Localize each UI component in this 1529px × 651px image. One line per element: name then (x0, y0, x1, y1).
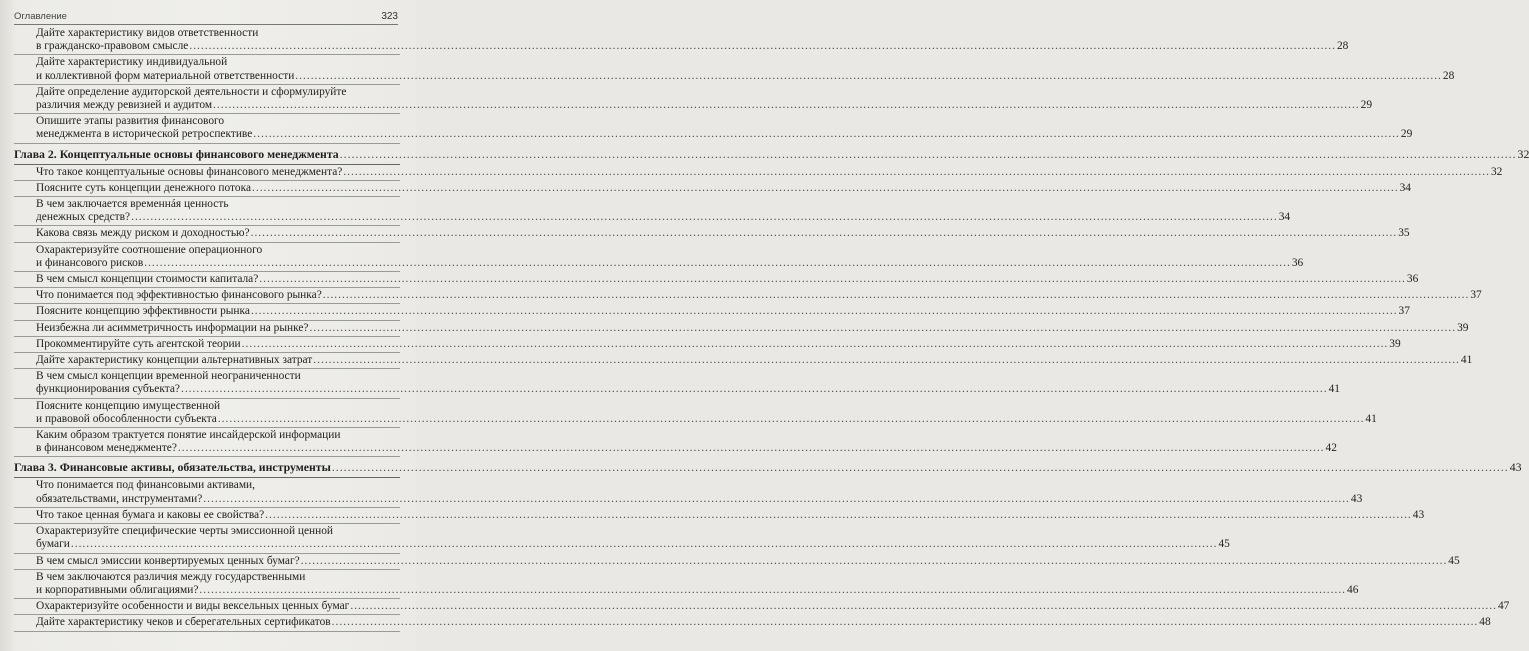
toc-entry[interactable] (14, 599, 1510, 615)
toc-page-number: 46 (1347, 583, 1359, 596)
toc-page-number: 47 (1497, 600, 1510, 613)
chapter-title: Глава 2. Концептуальные основы финансового менеджмента (14, 146, 339, 161)
toc-entry[interactable] (14, 272, 1419, 288)
toc-entry[interactable] (14, 55, 1455, 84)
toc-page-number: 28 (1442, 69, 1455, 82)
toc-entry[interactable] (14, 428, 1337, 457)
leader-dots: .......................................................................................................................................................................................................................................................................................................... (203, 492, 1350, 505)
toc-page-number: 43 (1412, 508, 1425, 521)
toc-page-number: 41 (1460, 354, 1473, 367)
toc-page-number: 29 (1360, 99, 1373, 112)
toc-page-number: 41 (1365, 412, 1377, 425)
toc-chapter[interactable] (14, 457, 1522, 478)
toc-entry[interactable] (14, 226, 1410, 242)
toc-entry-text: Поясните концепцию имущественной (36, 399, 221, 412)
toc-entry-text: Каким образом трактуется понятие инсайдерской информации (36, 429, 341, 442)
toc-entry[interactable] (14, 243, 1304, 272)
toc-entry[interactable] (14, 181, 1411, 197)
toc-entry[interactable] (14, 353, 1473, 369)
leader-dots: .......................................................................................................................................................................................................................................................................................................... (295, 69, 1442, 82)
toc-entry-text: Что такое концептуальные основы финансового менеджмента? (36, 165, 343, 178)
toc-page-number: 28 (1336, 40, 1349, 53)
toc-page-number: 35 (1398, 227, 1410, 240)
leader-dots: .......................................................................................................................................................................................................................................................................................................... (199, 583, 1347, 596)
toc-entry-text: Прокомментируйте суть агентской теории (36, 337, 241, 350)
toc-page-number: 34 (1399, 181, 1411, 194)
toc-page-number: 36 (1291, 256, 1304, 269)
toc-page-number: 29 (1400, 128, 1413, 141)
toc-entry-text: и финансового рисков (36, 256, 144, 269)
leader-dots: .......................................................................................................................................................................................................................................................................................................... (339, 146, 1517, 161)
leader-dots: .......................................................................................................................................................................................................................................................................................................... (252, 181, 1399, 194)
toc-entry-text: В чем заключается временнáя ценность (36, 198, 229, 211)
toc-entry-text: в гражданско-правовом смысле (36, 40, 189, 53)
leader-dots: .......................................................................................................................................................................................................................................................................................................... (322, 289, 1470, 302)
toc-entry-text: Дайте характеристику концепции альтернативных затрат (36, 354, 313, 367)
toc-entry[interactable] (14, 524, 1230, 553)
toc-page-number: 37 (1398, 305, 1410, 318)
toc-page-number: 37 (1470, 289, 1482, 302)
leader-dots: .......................................................................................................................................................................................................................................................................................................... (180, 383, 1328, 396)
leader-dots: .......................................................................................................................................................................................................................................................................................................... (70, 538, 1218, 551)
toc-entry[interactable] (14, 304, 1410, 320)
toc-entry-text: Дайте характеристику чеков и сберегательных сертификатов (36, 616, 331, 629)
toc-entry[interactable] (14, 114, 1413, 143)
toc-page-number: 43 (1350, 492, 1363, 505)
leader-dots: .......................................................................................................................................................................................................................................................................................................... (265, 508, 1412, 521)
leader-dots: .......................................................................................................................................................................................................................................................................................................... (343, 165, 1490, 178)
toc-entry-text: Дайте характеристику видов ответственности (36, 27, 259, 39)
toc-entry-text: различия между ревизией и аудитом (36, 99, 213, 112)
table-of-contents (14, 26, 1529, 632)
page-header (14, 2, 398, 25)
toc-page-number: 39 (1457, 321, 1469, 334)
toc-entry-text: В чем смысл эмиссии конвертируемых ценных бумаг? (36, 554, 300, 567)
toc-entry-text: Дайте характеристику индивидуальной (36, 56, 228, 69)
leader-dots: .......................................................................................................................................................................................................................................................................................................... (259, 273, 1406, 286)
toc-page-number: 34 (1278, 211, 1291, 224)
toc-entry-text: Что понимается под финансовыми активами, (36, 479, 255, 492)
toc-entry-text: функционирования субъекта? (36, 383, 180, 396)
toc-entry[interactable] (14, 399, 1377, 428)
toc-entry[interactable] (14, 85, 1373, 114)
toc-entry-text: Какова связь между риском и доходностью? (36, 227, 250, 240)
toc-entry[interactable] (14, 197, 1291, 226)
toc-entry-text: бумаги (36, 538, 70, 551)
toc-entry-text: В чем заключаются различия между государственными (36, 570, 306, 583)
running-title: Оглавление (14, 11, 67, 22)
toc-entry-text: Охарактеризуйте специфические черты эмиссионной ценной (36, 525, 334, 538)
toc-entry-text: Что понимается под эффективностью финансового рынка? (36, 289, 322, 302)
toc-page-number: 39 (1389, 337, 1401, 350)
toc-entry-text: Что такое ценная бумага и каковы ее свойства? (36, 508, 265, 521)
toc-entry-text: и коллективной форм материальной ответственности (36, 69, 295, 82)
leader-dots: .......................................................................................................................................................................................................................................................................................................... (189, 40, 1336, 53)
toc-entry-text: Опишите этапы развития финансового (36, 115, 225, 128)
leader-dots: .......................................................................................................................................................................................................................................................................................................... (250, 305, 1398, 318)
toc-entry-text: Неизбежна ли асимметричность информации на рынке? (36, 321, 309, 334)
toc-entry-text: В чем смысл концепции временной неограниченности (36, 370, 301, 383)
leader-dots: .......................................................................................................................................................................................................................................................................................................... (131, 211, 1278, 224)
toc-entry[interactable] (14, 570, 1359, 599)
toc-entry-text: в финансовом менеджменте? (36, 442, 177, 455)
toc-entry-text: Поясните суть концепции денежного потока (36, 181, 251, 194)
toc-entry[interactable] (14, 615, 1491, 631)
toc-entry[interactable] (14, 478, 1363, 507)
page-number: 323 (381, 11, 398, 22)
toc-entry[interactable] (14, 337, 1401, 353)
leader-dots: .......................................................................................................................................................................................................................................................................................................... (213, 99, 1360, 112)
chapter-title: Глава 3. Финансовые активы, обязательства, инструменты (14, 460, 331, 475)
toc-page-number: 42 (1325, 442, 1337, 455)
toc-page-number: 48 (1479, 616, 1491, 629)
toc-page-number: 36 (1406, 273, 1419, 286)
toc-entry[interactable] (14, 165, 1503, 181)
leader-dots: .......................................................................................................................................................................................................................................................................................................... (331, 616, 1479, 629)
leader-dots: .......................................................................................................................................................................................................................................................................................................... (331, 460, 1509, 475)
leader-dots: .......................................................................................................................................................................................................................................................................................................... (300, 554, 1448, 567)
toc-entry-text: Дайте определение аудиторской деятельности и сформулируйте (36, 85, 347, 98)
toc-entry-text: Охарактеризуйте соотношение операционного (36, 243, 263, 256)
toc-entry-text: Охарактеризуйте особенности и виды вексельных ценных бумаг (36, 600, 350, 613)
toc-entry[interactable] (14, 26, 1349, 55)
leader-dots: .......................................................................................................................................................................................................................................................................................................... (177, 442, 1325, 455)
toc-entry[interactable] (14, 288, 1482, 304)
toc-entry-text: обязательствами, инструментами? (36, 492, 203, 505)
leader-dots: .......................................................................................................................................................................................................................................................................................................... (250, 227, 1398, 240)
toc-entry[interactable] (14, 508, 1425, 524)
toc-entry-text: Поясните концепцию эффективности рынка (36, 305, 250, 318)
toc-page-number: 41 (1328, 383, 1340, 396)
leader-dots: .......................................................................................................................................................................................................................................................................................................... (144, 256, 1291, 269)
toc-page-number: 45 (1448, 554, 1460, 567)
leader-dots: .......................................................................................................................................................................................................................................................................................................... (350, 600, 1497, 613)
toc-entry-text: денежных средств? (36, 211, 131, 224)
leader-dots: .......................................................................................................................................................................................................................................................................................................... (217, 412, 1365, 425)
toc-entry[interactable] (14, 321, 1469, 337)
toc-page-number: 43 (1509, 460, 1522, 475)
toc-page-number: 32 (1517, 146, 1529, 161)
leader-dots: .......................................................................................................................................................................................................................................................................................................... (313, 354, 1460, 367)
toc-entry-text: и правовой обособленности субъекта (36, 412, 217, 425)
toc-entry[interactable] (14, 369, 1340, 398)
leader-dots: .......................................................................................................................................................................................................................................................................................................... (241, 337, 1389, 350)
leader-dots: .......................................................................................................................................................................................................................................................................................................... (253, 128, 1400, 141)
toc-page-number: 45 (1218, 538, 1230, 551)
toc-entry[interactable] (14, 554, 1460, 570)
toc-entry-text: В чем смысл концепции стоимости капитала? (36, 273, 259, 286)
toc-entry-text: менеджмента в исторической ретроспективе (36, 128, 253, 141)
toc-entry-text: и корпоративными облигациями? (36, 583, 199, 596)
toc-page-number: 32 (1490, 165, 1503, 178)
leader-dots: .......................................................................................................................................................................................................................................................................................................... (309, 321, 1457, 334)
toc-chapter[interactable] (14, 144, 1529, 165)
